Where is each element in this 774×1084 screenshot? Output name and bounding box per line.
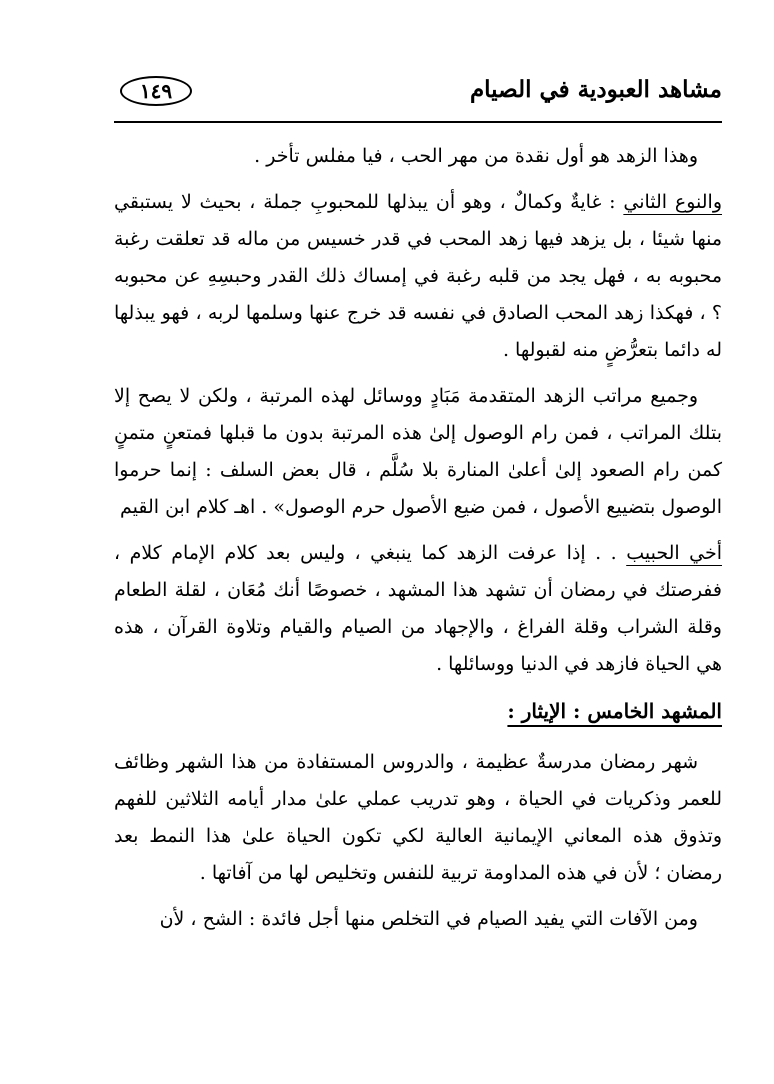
page-header [114,68,722,116]
paragraph-3 [114,378,722,526]
paragraph-6-text: ومن الآفات التي يفيد الصيام في التخلص منها أجل فائدة : الشح ، لأن [159,908,698,930]
paragraph-6 [114,901,722,938]
page-number-badge: ١٤٩ [120,76,192,106]
body-text [114,138,722,947]
paragraph-5-text: شهر رمضان مدرسةٌ عظيمة ، والدروس المستفادة من هذا الشهر وظائف للعمر وذكريات في الحياة ، وهو تدريب عملي علىٰ مدار أيامه الثلاثين للفهم وتذوق هذه المعاني الإيمانية العالية لكي تكون الحياة علىٰ هذا النمط بعد رمضان ؛ لأن في هذه المداومة تربية للنفس وتخليص لها من آفاتها . [114,751,722,884]
paragraph-2-lead: والنوع الثاني [623,191,722,213]
paragraph-3-text: وجميع مراتب الزهد المتقدمة مَبَادٍ ووسائل لهذه المرتبة ، ولكن لا يصح إلا بتلك المراتب ، فمن رام الوصول إلىٰ هذه المرتبة بدون ما قبلها فمتعنٍ متمنٍ كمن رام الصعود إلىٰ أعلىٰ المنارة بلا سُلَّم ، قال بعض السلف : إنما حرموا الوصول بتضييع الأصول ، فمن ضيع الأصول حرم الوصول» . اهـ كلام ابن القيم [114,385,722,518]
header-divider [114,121,722,123]
section-heading [114,692,722,730]
paragraph-4-lead: أخي الحبيب [626,542,722,564]
paragraph-4-text: . . إذا عرفت الزهد كما ينبغي ، وليس بعد كلام الإمام كلام ، ففرصتك في رمضان أن تشهد هذا المشهد ، خصوصًا أنك مُعَان ، لقلة الطعام وقلة الشراب وقلة الفراغ ، والإجهاد من الصيام والقيام وتلاوة القرآن ، هذه هي الحياة فازهد في الدنيا ووسائلها . [114,542,722,675]
paragraph-4 [114,535,722,683]
paragraph-5 [114,744,722,892]
paragraph-1-text: وهذا الزهد هو أول نقدة من مهر الحب ، فيا مفلس تأخر . [254,145,698,167]
section-heading-text: المشهد الخامس : الإيثار : [507,699,722,723]
paragraph-2 [114,184,722,369]
paragraph-2-text: : غايةٌ وكمالٌ ، وهو أن يبذلها للمحبوبِ جملة ، بحيث لا يستبقي منها شيئا ، بل يزهد فيها زهد المحب في قدر خسيس من ماله قد تعلقت رغبة محبوبه به ، فهل يجد من قلبه رغبة في إمساك ذلك القدر وحبسِهِ عن محبوبه ؟ ، فهكذا زهد المحب الصادق في نفسه قد خرج عنها وسلمها لربه ، فهو يبذلها له دائما بتعرُّضٍ منه لقبولها . [114,191,722,361]
paragraph-1 [114,138,722,175]
running-title: مشاهد العبودية في الصيام [469,76,722,103]
